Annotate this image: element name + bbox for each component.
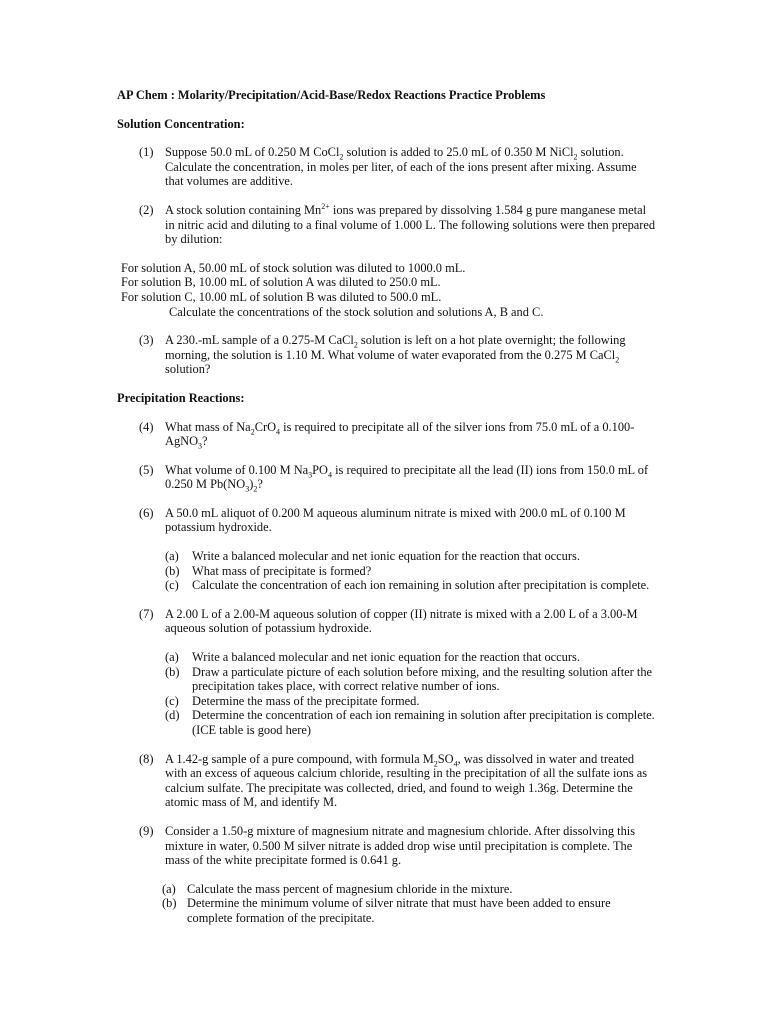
subquestion-label: (b) (162, 896, 177, 911)
subquestion-text: Write a balanced molecular and net ionic equation for the reaction that occurs. (192, 650, 580, 665)
subquestion-label: (a) (165, 650, 179, 665)
problem-number: (2) (139, 202, 154, 217)
subquestion-text: Determine the concentration of each ion remaining in solution after precipitation is complete. (ICE table is good here) (192, 708, 655, 737)
problem-text: What volume of 0.100 M $Na_3PO_4$ is required to precipitate all the lead (II) ions from 150.0 mL of 0.250 M $Pb(NO_3)_2$? (165, 462, 649, 494)
problem-4 (117, 420, 657, 449)
section-heading-precipitation: Precipitation Reactions: (117, 390, 245, 405)
dilution-task: Calculate the concentrations of the stock solution and solutions A, B and C. (169, 304, 544, 319)
problem-text: A 230.-mL sample of a 0.275-M CaCl$_2$ solution is left on a hot plate overnight; the following morning, the solution is 1.10 M. What volume of water evaporated from the 0.275 M CaCl$_2$ solution? (165, 333, 626, 377)
subquestion-text: Calculate the concentration of each ion remaining in solution after precipitation is complete. (192, 578, 650, 593)
document-title: AP Chem : Molarity/Precipitation/Acid-Base/Redox Reactions Practice Problems (117, 88, 546, 102)
problem-7 (117, 607, 657, 636)
dilution-list (0, 261, 657, 319)
subquestion (117, 896, 657, 925)
problem-number: (7) (139, 606, 154, 621)
problem-text: A 2.00 L of a 2.00-M aqueous solution of copper (II) nitrate is mixed with a 2.00 L of a 3.00-M aqueous solution of potassium hydroxide. (165, 606, 638, 636)
subquestion (117, 665, 657, 694)
problem-number: (3) (139, 333, 154, 348)
subquestion (117, 578, 657, 593)
subquestion (117, 694, 657, 709)
problem-text: A 50.0 mL aliquot of 0.200 M aqueous aluminum nitrate is mixed with 200.0 mL of 0.100 M potassium hydroxide. (165, 505, 626, 535)
problem-text: Suppose 50.0 mL of 0.250 M CoCl$_2$ solution is added to 25.0 mL of 0.350 M NiCl$_2$ solution. Calculate the concentration, in moles per liter, of each of the ions present after mixing. Assume that volumes are additive. (165, 145, 637, 189)
problem-number: (1) (139, 145, 154, 160)
problem-2 (117, 203, 657, 247)
subquestion (117, 708, 657, 737)
subquestion (117, 650, 657, 665)
problem-number: (8) (139, 751, 154, 766)
problem-text: Consider a 1.50-g mixture of magnesium nitrate and magnesium chloride. After dissolving this mixture in water, 0.500 M silver nitrate is added drop wise until precipitation is complete. The mass of the white precipitate formed is 0.641 g. (165, 823, 636, 868)
problem-text: A stock solution containing $Mn^{2+}$ ions was prepared by dissolving 1.584 g pure manganese metal in nitric acid and diluting to a final volume of 1.000 L. The following solutions were then prepared by dilution: (165, 201, 656, 247)
subquestion-label: (c) (165, 578, 179, 593)
dilution-line: For solution C, 10.00 mL of solution B was diluted to 500.0 mL. (121, 289, 442, 304)
dilution-line: For solution A, 50.00 mL of stock solution was diluted to 1000.0 mL. (121, 260, 466, 275)
problem-text: A 1.42-g sample of a pure compound, with formula $M_2SO_4$, was dissolved in water and treated with an excess of aqueous calcium chloride, resulting in the precipitation of all the sulfate ions as calcium sulfate. The precipitate was collected, dried, and found to weigh 1.36g. Determine the atomic mass of M, and identify M. (165, 751, 648, 810)
problem-text: What mass of $Na_2CrO_4$ is required to precipitate all of the silver ions from 75.0 mL of a 0.100- AgNO$_3$? (165, 419, 635, 451)
problem-6 (117, 506, 657, 535)
subquestion-text: Draw a particulate picture of each solution before mixing, and the resulting solution after the precipitation takes place, with correct relative number of ions. (192, 664, 653, 694)
subquestion-label: (b) (165, 563, 180, 578)
problem-number: (6) (139, 505, 154, 520)
problem-1 (117, 145, 657, 189)
subquestion (117, 549, 657, 564)
subquestion-text: Calculate the mass percent of magnesium chloride in the mixture. (187, 881, 513, 896)
section-heading-solution-concentration: Solution Concentration: (117, 116, 245, 131)
subquestion-label: (c) (165, 693, 179, 708)
problem-number: (4) (139, 419, 154, 434)
subquestion-label: (d) (165, 708, 180, 723)
document-page (117, 88, 657, 926)
problem-3 (117, 333, 657, 377)
problem-number: (5) (139, 462, 154, 477)
problem-number: (9) (139, 823, 154, 838)
problem-8 (117, 752, 657, 810)
subquestion (117, 882, 657, 897)
subquestion-text: What mass of precipitate is formed? (192, 563, 372, 578)
subquestion (117, 564, 657, 579)
subquestion-text: Determine the minimum volume of silver nitrate that must have been added to ensure complete formation of the precipitate. (187, 896, 611, 925)
problem-5 (117, 463, 657, 492)
subquestion-label: (a) (165, 549, 179, 564)
dilution-line: For solution B, 10.00 mL of solution A was diluted to 250.0 mL. (121, 275, 441, 290)
problem-9 (117, 824, 657, 868)
subquestion-label: (b) (165, 664, 180, 679)
subquestion-text: Determine the mass of the precipitate formed. (192, 693, 420, 708)
subquestion-text: Write a balanced molecular and net ionic equation for the reaction that occurs. (192, 549, 580, 564)
subquestion-label: (a) (162, 881, 176, 896)
